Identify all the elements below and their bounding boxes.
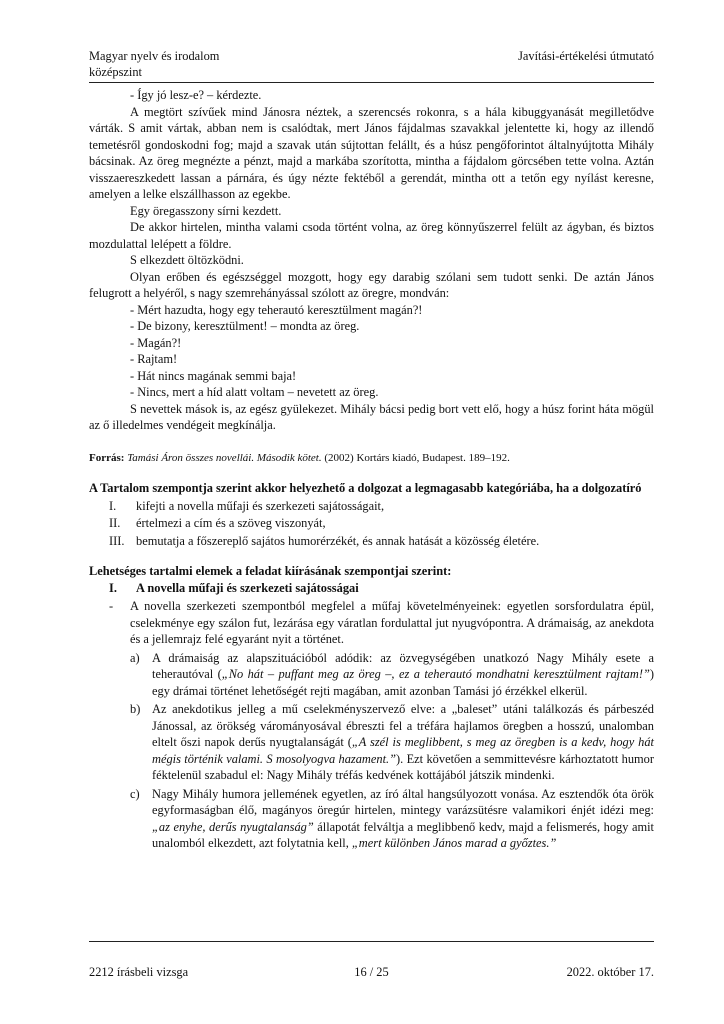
dialogue-line: - Magán?!: [130, 335, 182, 350]
source-label: Forrás:: [89, 451, 125, 464]
dialogue-line: - Mért hazudta, hogy egy teherautó keresztülment magán?!: [130, 302, 423, 317]
story-paragraph: A megtört szívűek mind Jánosra néztek, a szerencsés rokonra, s a hála kibuggyanását megilletődve várták. S amit vártak, abban nem is csalódtak, mert János fájdalmas szavakkal jelentette ki, hogy az illendő temetésről gondoskodni fog; majd a szavak után sújtottan felállt, és a húsz pengőforintot általnyújtotta Mihály bácsinak. Az öreg megnézte a pénzt, majd a markába szorította, mintha a fájdalom görcsében tette volna. Aztán visszaereszkedett lassan a párnára, és úgy nézte fektéből a gerendát, mintha ott a tetőn egy nyílást keresne, amelyen a lelke elszállhasson az egekbe.: [89, 104, 654, 201]
bullet-marker: -: [109, 599, 114, 613]
criteria-item: [89, 533, 654, 550]
source-publisher: (2002) Kortárs kiadó, Budapest. 189–192.: [324, 451, 510, 464]
quotation: „A szél is meglibbent, s meg az öregben is a kedv, hogy hát mégis történik valami. S mosolyogva hazament.”: [152, 735, 654, 766]
page-body: [89, 87, 654, 852]
text-run: Az anekdotikus jelleg a mű cselekményszervező elve: a „baleset” utáni találkozás és párbeszéd Jánossal, az örökség várományosával ébreszti fel a tréfára hajlamos öregben a hosszú, unalomban eltelt őszi napok derűs nyugtalanságát (: [152, 702, 654, 749]
dialogue-line: - De bizony, keresztülment! – mondta az öreg.: [130, 319, 360, 333]
quotation: „No hát – puffant meg az öreg –, ez a teherautó mondhatni keresztülment rajtam!”: [221, 667, 650, 681]
criteria-item: [89, 515, 654, 532]
text-run: Nagy Mihály humora jellemének egyetlen, az író által hangsúlyozott vonása. Az esztendők óta örök egyformaságban élő, magányos öregúr hirtelen, mintegy varázsütésre valamikori énjét idézi meg:: [152, 786, 654, 817]
dialogue-line: - Rajtam!: [130, 352, 178, 366]
source-citation: [89, 450, 654, 467]
sub-item-text: [152, 650, 654, 700]
header-level: középszint: [89, 65, 142, 79]
criteria-number: I.: [109, 498, 117, 513]
dialogue-line: - Így jó lesz-e? – kérdezte.: [130, 88, 262, 102]
story-paragraph: S elkezdett öltözködni.: [130, 253, 244, 267]
header-doc-title: Javítási-értékelési útmutató: [518, 49, 654, 63]
story-paragraph: De akkor hirtelen, mintha valami csoda történt volna, az öreg könnyűszerrel felült az ágyban, és biztos mozdulattal lelépett a földre.: [89, 220, 654, 251]
footer-page-number: 16 / 25: [354, 965, 389, 979]
text-run: A drámaiság az alapszituációból adódik: az özvegységében unatkozó Nagy Mihály esete a teherautóval (: [152, 650, 654, 681]
section-heading: [89, 580, 654, 597]
content-elements-heading: Lehetséges tartalmi elemek a feladat kiírásának szempontjai szerint:: [89, 564, 452, 578]
dialogue-line: - Nincs, mert a híd alatt voltam – nevetett az öreg.: [130, 385, 379, 399]
story-excerpt: [89, 87, 654, 434]
criteria-heading: A Tartalom szempontja szerint akkor helyezhető a dolgozat a legmagasabb kategóriába, ha a dolgozatíró: [89, 481, 642, 495]
text-run: állapotát felváltja a meglibbenő kedv, majd a felismerés, hogy amit unalomból elkezdett, azt folytatnia kell,: [152, 819, 654, 850]
footer-date: 2022. október 17.: [566, 965, 654, 979]
bullet-text: A novella szerkezeti szempontból megfelel a műfaj követelményeinek: egyetlen sorsfordulatra épül, cselekménye egy szálon fut, lezárása egy váratlan fordulattal jut nyugvópontra. A drámaiság, az anekdota és a jellemrajz felé egyaránt nyit a történet.: [130, 599, 654, 646]
criteria-number: III.: [109, 533, 125, 548]
sub-item-marker: b): [130, 702, 141, 716]
sub-item-a: [130, 650, 654, 700]
header-subject: Magyar nyelv és irodalom: [89, 49, 220, 63]
footer-exam-code: 2212 írásbeli vizsga: [89, 965, 189, 979]
text-run: ) egy drámai történet lehetőségét rejti magában, amit azonban Tamási jó érzékkel elkerül.: [152, 667, 654, 698]
sub-item-marker: a): [130, 650, 140, 665]
story-paragraph: Olyan erőben és egészséggel mozgott, hogy egy darabig szólani sem tudott senki. De aztán János felugrott a helyéről, s nagy szemrehányással szólott az öregre, mondván:: [89, 269, 654, 300]
dialogue-line: - Hát nincs magának semmi baja!: [130, 368, 297, 383]
story-paragraph: Egy öregasszony sírni kezdett.: [130, 203, 282, 218]
sub-item-text: [152, 701, 654, 784]
sub-item-c: [130, 786, 654, 852]
sub-item-text: [152, 786, 654, 852]
quotation: „mert különben János marad a győztes.”: [351, 836, 557, 850]
section-title: A novella műfaji és szerkezeti sajátosságai: [136, 580, 359, 595]
source-work: Tamási Áron összes novellái. Második kötet.: [127, 451, 322, 464]
criteria-text: kifejti a novella műfaji és szerkezeti sajátosságait,: [136, 498, 385, 513]
footer-divider: [89, 941, 654, 942]
criteria-number: II.: [109, 516, 121, 530]
criteria-text: bemutatja a főszereplő sajátos humorérzékét, és annak hatását a közösség életére.: [136, 533, 540, 548]
story-paragraph: S nevettek mások is, az egész gyülekezet. Mihály bácsi pedig bort vett elő, hogy a húsz forint háta mögül az ő illedelmes vendégeit megkínálja.: [89, 401, 654, 432]
section-number: I.: [109, 580, 117, 595]
header-left: [89, 48, 219, 80]
criteria-item: [89, 498, 654, 515]
text-run: ). Ezt követően a semmittevésre kárhoztatott humor féktelenül szabadul el: Nagy Mihály tréfás kedvének kottájából játszik mindenki.: [152, 751, 654, 782]
bullet-item: [89, 598, 654, 648]
quotation: „az enyhe, derűs nyugtalanság”: [152, 819, 314, 834]
criteria-text: értelmezi a cím és a szöveg viszonyát,: [136, 516, 326, 530]
header-divider: [89, 82, 654, 83]
sub-item-marker: c): [130, 786, 140, 801]
sub-item-b: [130, 701, 654, 784]
